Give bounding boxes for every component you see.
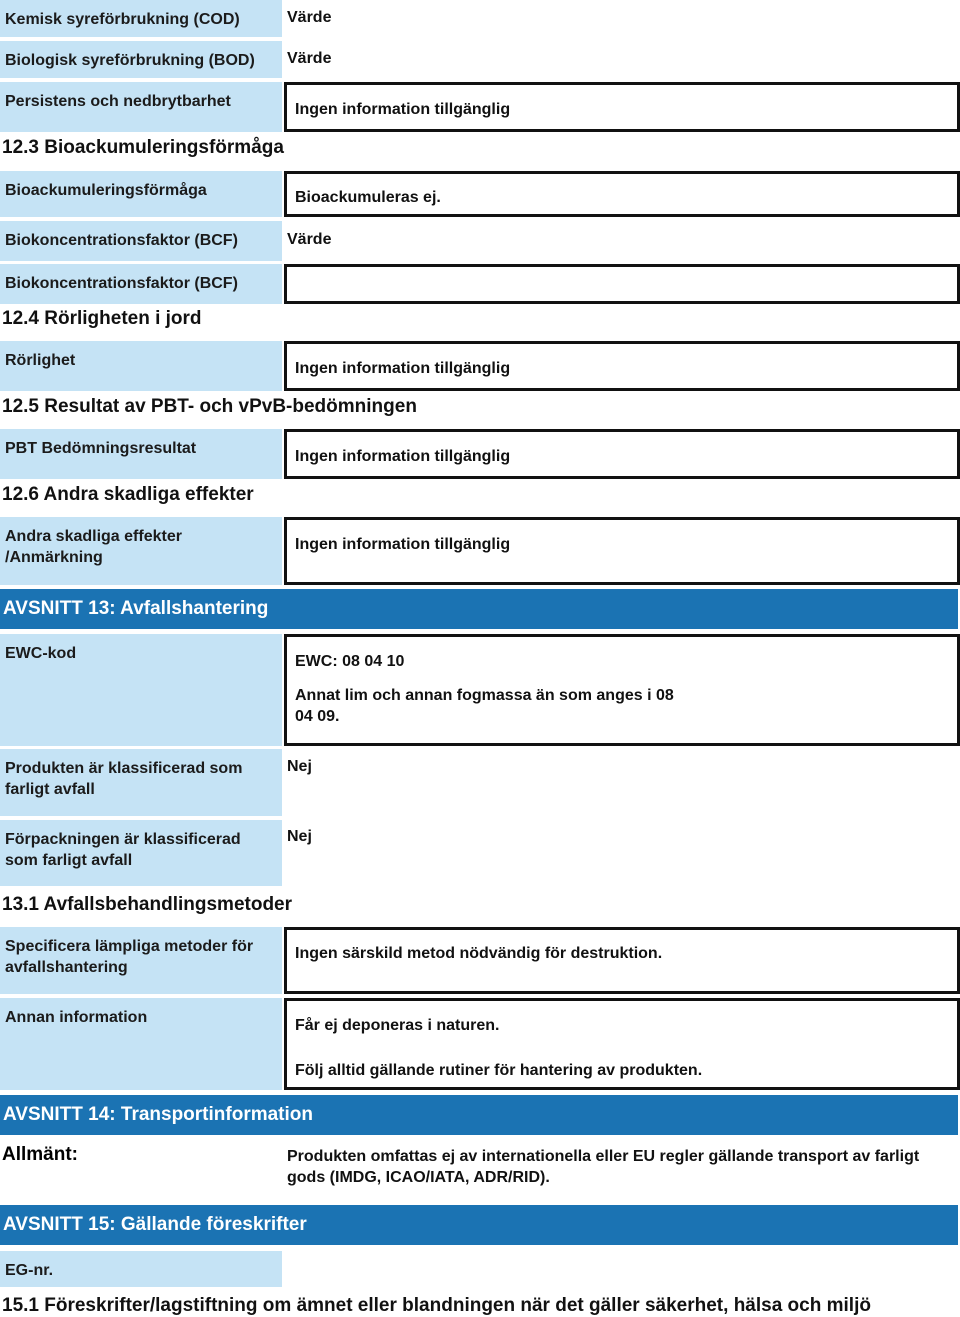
hazardous-packaging-label: [0, 820, 282, 886]
heading-12-5: 12.5 Resultat av PBT- och vPvB-bedömningen: [2, 396, 417, 417]
other-info-value: [284, 998, 960, 1090]
heading-12-4: 12.4 Rörligheten i jord: [2, 308, 202, 329]
mobility-value: Ingen information tillgänglig: [284, 341, 960, 391]
pbt-value: Ingen information tillgänglig: [284, 429, 960, 479]
pbt-label: PBT Bedömningsresultat: [0, 429, 282, 479]
methods-label: [0, 927, 282, 994]
ewc-description-line2: 04 09.: [295, 708, 340, 725]
ewc-description-line1: Annat lim och annan fogmassa än som anges i 08: [295, 687, 674, 704]
mobility-label: Rörlighet: [0, 341, 282, 391]
hazardous-packaging-value: Nej: [287, 828, 312, 845]
bod-value: Värde: [287, 50, 332, 67]
transport-general-line2: gods (IMDG, ICAO/IATA, ADR/RID).: [287, 1169, 550, 1186]
methods-label-line2: avfallshantering: [5, 959, 128, 976]
bioacc-value: Bioackumuleras ej.: [284, 171, 960, 217]
other-effects-label: [0, 517, 282, 585]
ewc-value: [284, 634, 960, 746]
section-14-header: AVSNITT 14: Transportinformation: [0, 1095, 958, 1135]
heading-15-1: 15.1 Föreskrifter/lagstiftning om ämnet eller blandningen när det gäller säkerhet, hälsa och miljö: [2, 1295, 871, 1316]
cod-value: Värde: [287, 9, 332, 26]
other-effects-label-line1: Andra skadliga effekter: [5, 528, 182, 545]
transport-general-line1: Produkten omfattas ej av internationella eller EU regler gällande transport av farligt: [287, 1148, 920, 1165]
other-effects-value: Ingen information tillgänglig: [284, 517, 960, 585]
bcf2-label: Biokoncentrationsfaktor (BCF): [0, 264, 282, 304]
section-13-header: AVSNITT 13: Avfallshantering: [0, 589, 958, 629]
bioacc-label: Bioackumuleringsförmåga: [0, 171, 282, 217]
hazardous-product-value: Nej: [287, 758, 312, 775]
persistence-value: Ingen information tillgänglig: [284, 82, 960, 132]
methods-value: Ingen särskild metod nödvändig för destruktion.: [284, 927, 960, 994]
heading-12-6: 12.6 Andra skadliga effekter: [2, 484, 254, 505]
hazardous-packaging-label-line2: som farligt avfall: [5, 852, 133, 869]
ewc-code: EWC: 08 04 10: [295, 653, 405, 670]
hazardous-product-label-line1: Produkten är klassificerad som: [5, 760, 243, 777]
bod-label: Biologisk syreförbrukning (BOD): [0, 41, 282, 78]
cod-label: Kemisk syreförbrukning (COD): [0, 0, 282, 37]
bcf1-label: Biokoncentrationsfaktor (BCF): [0, 221, 282, 261]
hazardous-product-label: [0, 749, 282, 816]
bcf2-value: [284, 264, 960, 304]
persistence-label: Persistens och nedbrytbarhet: [0, 82, 282, 132]
methods-label-line1: Specificera lämpliga metoder för: [5, 938, 254, 955]
ewc-label: EWC-kod: [0, 634, 282, 746]
transport-general-value: [287, 1146, 957, 1188]
other-info-line2: Följ alltid gällande rutiner för hantering av produkten.: [295, 1062, 703, 1079]
hazardous-packaging-label-line1: Förpackningen är klassificerad: [5, 831, 241, 848]
other-info-label: Annan information: [0, 998, 282, 1090]
bcf1-value: Värde: [287, 231, 332, 248]
section-15-header: AVSNITT 15: Gällande föreskrifter: [0, 1205, 958, 1245]
heading-12-3: 12.3 Bioackumuleringsförmåga: [2, 137, 284, 158]
transport-general-label: Allmänt:: [2, 1144, 78, 1165]
hazardous-product-label-line2: farligt avfall: [5, 781, 95, 798]
heading-13-1: 13.1 Avfallsbehandlingsmetoder: [2, 894, 293, 915]
other-effects-label-line2: /Anmärkning: [5, 549, 103, 566]
other-info-line1: Får ej deponeras i naturen.: [295, 1017, 500, 1034]
eg-nr-label: EG-nr.: [0, 1251, 282, 1287]
